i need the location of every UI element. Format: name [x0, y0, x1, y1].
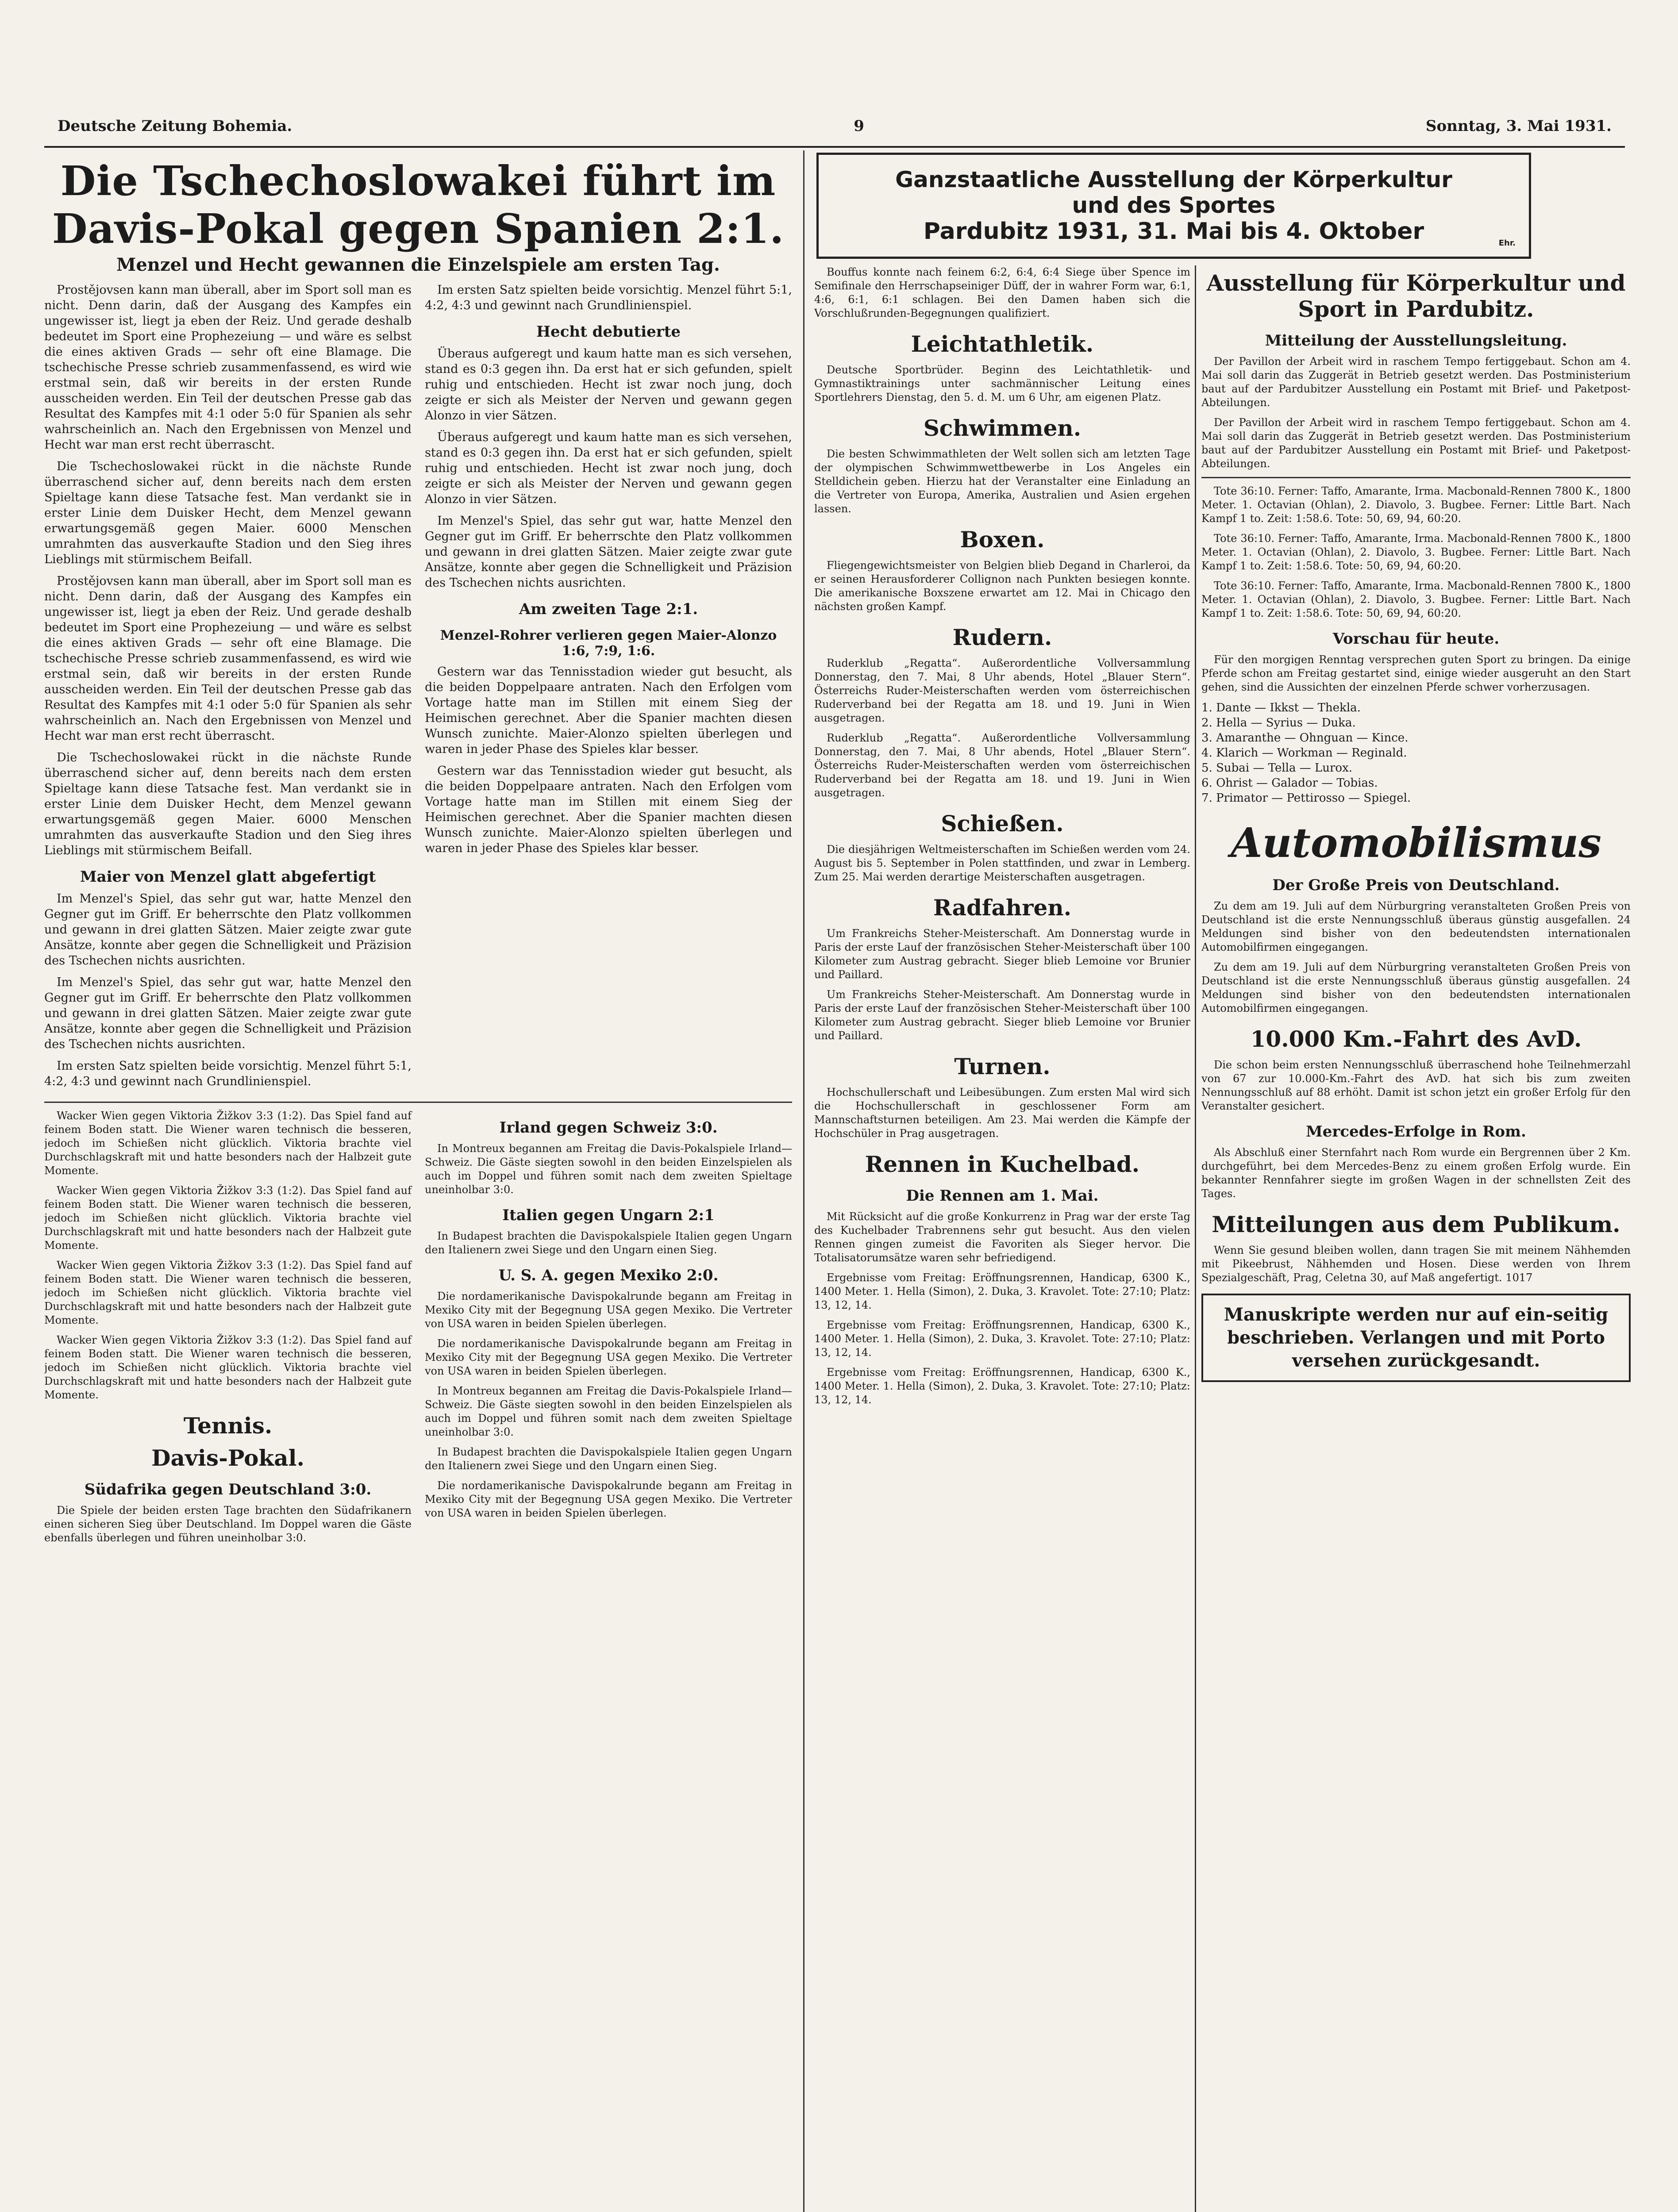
article-paragraph: Hochschullerschaft und Leibesübungen. Zum ersten Mal wird sich die Hochschullerschaft in geschlossener Form am Mannschaftsturnen beteiligen. Am 23. Mai werden die Kämpfe der Hochschüler in Prag ausgetragen. [814, 1086, 1190, 1140]
section-heading: Vorschau für heute. [1332, 630, 1500, 648]
article-paragraph: Tote 36:10. Ferner: Taffo, Amarante, Irma. Macbonald-Rennen 7800 K., 1800 Meter. 1. Octavian (Ohlan), 2. Diavolo, 3. Bugbee. Ferner: Little Bart. Nach Kampf 1 to. Zeit: 1:58.6. Tote: 50, 69, 94, 60:20. [1201, 580, 1631, 619]
article-paragraph: In Budapest brachten die Davispokalspiele Italien gegen Ungarn den Italienern zwei Siege und den Ungarn einen Sieg. [425, 1446, 792, 1472]
section-heading: Irland gegen Schweiz 3:0. [499, 1119, 718, 1137]
article-paragraph: Prostějovsen kann man überall, aber im Sport soll man es nicht. Denn darin, daß der Ausgang des Kampfes ein ungewisser ist, liegt ja eben der Reiz. Und gerade deshalb bedeutet im Sport eine Prophezeiung — und wäre es selbst die eines aktiven Grads — sehr oft eine Blamage. Die tschechische Presse schrieb zusammenfassend, es wird wie erstmal sein, daß wir bereits in der ersten Runde ausscheiden werden. Ein Teil der deutschen Presse gab das Resultat des Kampfes mit 4:1 oder 5:0 für Spanien als sehr wahrscheinlich an. Nach den Ergebnissen von Menzel und Hecht war man erst recht überrascht. [44, 283, 412, 452]
section-heading: Rennen in Kuchelbad. [865, 1151, 1140, 1177]
main-subhead: Menzel und Hecht gewannen die Einzelspiele am ersten Tag. [116, 254, 720, 275]
section-divider [44, 1102, 792, 1103]
article-paragraph: Prostějovsen kann man überall, aber im Sport soll man es nicht. Denn darin, daß der Ausgang des Kampfes ein ungewisser ist, liegt ja eben der Reiz. Und gerade deshalb bedeutet im Sport eine Prophezeiung — und wäre es selbst die eines aktiven Grads — sehr oft eine Blamage. Die tschechische Presse schrieb zusammenfassend, es wird wie erstmal sein, daß wir bereits in der ersten Runde ausscheiden werden. Ein Teil der deutschen Presse gab das Resultat des Kampfes mit 4:1 oder 5:0 für Spanien als sehr wahrscheinlich an. Nach den Ergebnissen von Menzel und Hecht war man erst recht überrascht. [44, 574, 412, 743]
article-paragraph: Die schon beim ersten Nennungsschluß überraschend hohe Teilnehmerzahl von 67 zur 10.000-Km.-Fahrt des AvD. hat sich bis zum zweiten Nennungsschluß auf 88 erhöht. Damit ist schon jetzt ein großer Erfolg für den Veranstalter gesichert. [1201, 1059, 1631, 1112]
header-publication: Deutsche Zeitung Bohemia. [58, 117, 292, 135]
article-paragraph: Ergebnisse vom Freitag: Eröffnungsrennen, Handicap, 6300 K., 1400 Meter. 1. Hella (Simon), 2. Duka, 3. Kravolet. Tote: 27:10; Platz: 13, 12, 14. [814, 1366, 1190, 1406]
section-heading: Schwimmen. [923, 415, 1081, 441]
article-paragraph: Die nordamerikanische Davispokalrunde begann am Freitag in Mexiko City mit der Begegnung USA gegen Mexiko. Die Vertreter von USA waren in beiden Spielen überlegen. [425, 1290, 792, 1330]
article-paragraph: In Budapest brachten die Davispokalspiele Italien gegen Ungarn den Italienern zwei Siege und den Ungarn einen Sieg. [425, 1230, 792, 1256]
header-date: Sonntag, 3. Mai 1931. [1425, 117, 1612, 135]
column-3 [1201, 265, 1631, 2212]
section-heading: Maier von Menzel glatt abgefertigt [80, 868, 376, 886]
section-heading: Turnen. [954, 1053, 1051, 1079]
article-paragraph: Gestern war das Tennisstadion wieder gut besucht, als die beiden Doppelpaare antraten. Nach den Erfolgen vom Vortage hatte man im Stillen mit einem Sieg der Heimischen gerechnet. Aber die Spanier machten diesen Wunsch zunichte. Maier-Alonzo spielten überlegen und waren in jeder Phase des Spieles klar besser. [425, 665, 792, 756]
tennis-article [44, 282, 792, 1095]
ad-line: Ganzstaatliche Ausstellung der Körperkultur [895, 167, 1452, 192]
article-paragraph: Zu dem am 19. Juli auf dem Nürburgring veranstalteten Großen Preis von Deutschland ist die erste Nennungsschluß überaus günstig ausgefallen. 24 Meldungen sind bisher von den bedeutendsten internationalen Automobilfirmen eingegangen. [1201, 961, 1631, 1014]
article-paragraph: Für den morgigen Renntag versprechen guten Sport zu bringen. Da einige Pferde schon am Freitag gestartet sind, einige wieder ausgeruht an den Start gehen, sind die Aussichten der einzelnen Pferde schwer vorherzusagen. [1201, 653, 1631, 693]
article-paragraph: Mit Rücksicht auf die große Konkurrenz in Prag war der erste Tag des Kuchelbader Trabrennens sehr gut besucht. Aus den vielen Rennen gingen zumeist die Favoriten als Sieger hervor. Die Totalisatorumsätze waren sehr befriedigend. [814, 1210, 1190, 1264]
section-heading: Schießen. [941, 810, 1064, 837]
ad-stamp: Ehr. [1498, 238, 1516, 248]
section-subheading: Der Große Preis von Deutschland. [1272, 876, 1560, 894]
article-paragraph: Im ersten Satz spielten beide vorsichtig. Menzel führt 5:1, 4:2, 4:3 und gewinnt nach Grundlinienspiel. [425, 283, 792, 312]
section-heading: Automobilismus [1231, 819, 1601, 867]
article-paragraph: Deutsche Sportbrüder. Beginn des Leichtathletik- und Gymnastiktrainings unter sachmännischer Leitung eines Sportlehrers Dienstag, den 5. d. M. um 6 Uhr, am eigenen Platz. [814, 364, 1190, 403]
article-paragraph: Im Menzel's Spiel, das sehr gut war, hatte Menzel den Gegner gut im Griff. Er beherrschte den Platz vollkommen und gewann in drei glatten Sätzen. Maier zeigte zwar gute Ansätze, konnte aber gegen die Schnelligkeit und Präzision des Tschechen nichts ausrichten. [44, 892, 412, 968]
list-item: 2. Hella — Syrius — Duka. [1201, 716, 1356, 730]
section-heading: Radfahren. [933, 895, 1072, 921]
section-heading: Mitteilungen aus dem Publikum. [1212, 1211, 1620, 1237]
article-paragraph: Ruderklub „Regatta“. Außerordentliche Vollversammlung Donnerstag, den 7. Mai, 8 Uhr abends, Hotel „Blauer Stern“. Österreichs Ruder-Meisterschaften werden vom österreichischen Ruderverband bei der Regatta am 18. und 19. Juni in Wien ausgetragen. [814, 657, 1190, 724]
article-paragraph: Überaus aufgeregt und kaum hatte man es sich versehen, stand es 0:3 gegen ihn. Da erst hat er sich gefunden, spielt ruhig und entschieden. Hecht ist zwar noch jung, doch zeigte er sich als Meister der Nerven und gewann gegen Alonzo in vier Sätzen. [425, 430, 792, 506]
article-paragraph: Die nordamerikanische Davispokalrunde begann am Freitag in Mexiko City mit der Begegnung USA gegen Mexiko. Die Vertreter von USA waren in beiden Spielen überlegen. [425, 1337, 792, 1377]
column-2 [814, 265, 1190, 2212]
section-subheading: Südafrika gegen Deutschland 3:0. [84, 1481, 372, 1498]
article-paragraph: In Montreux begannen am Freitag die Davis-Pokalspiele Irland—Schweiz. Die Gäste siegten sowohl in den beiden Einzelspielen als auch im Doppel und führen somit nach dem zweiten Spieltage uneinholbar 3:0. [425, 1142, 792, 1196]
article-paragraph: Ergebnisse vom Freitag: Eröffnungsrennen, Handicap, 6300 K., 1400 Meter. 1. Hella (Simon), 2. Duka, 3. Kravolet. Tote: 27:10; Platz: 13, 12, 14. [814, 1319, 1190, 1359]
main-headline: Die Tschechoslowakei führt im Davis-Pokal gegen Spanien 2:1. [52, 157, 785, 253]
list-item: 1. Dante — Ikkst — Thekla. [1201, 701, 1361, 714]
section-heading: Am zweiten Tage 2:1. [519, 600, 698, 618]
section-heading: Hecht debutierte [536, 323, 681, 341]
list-item: 6. Ohrist — Galador — Tobias. [1201, 776, 1378, 790]
section-divider [1201, 477, 1631, 478]
article-paragraph: Wacker Wien gegen Viktoria Žižkov 3:3 (1:2). Das Spiel fand auf feinem Boden statt. Die Wiener waren technisch die besseren, jedoch im Schießen nicht glücklich. Viktoria brachte viel Durchschlagskraft mit und hatte besonders nach der Halbzeit gute Momente. [44, 1259, 412, 1326]
section-heading: Italien gegen Ungarn 2:1 [502, 1206, 715, 1224]
list-item: 5. Subai — Tella — Lurox. [1201, 761, 1353, 775]
page-header [58, 111, 1612, 142]
article-paragraph: Ruderklub „Regatta“. Außerordentliche Vollversammlung Donnerstag, den 7. Mai, 8 Uhr abends, Hotel „Blauer Stern“. Österreichs Ruder-Meisterschaften werden vom österreichischen Ruderverband bei der Regatta am 18. und 19. Juni in Wien ausgetragen. [814, 732, 1190, 799]
list-item: 3. Amaranthe — Ohnguan — Kince. [1201, 731, 1409, 745]
article-paragraph: Als Abschluß einer Sternfahrt nach Rom wurde ein Bergrennen über 2 Km. durchgeführt, bei dem Mercedes-Benz zu einem großen Erfolg wurde. Ein bekannter Rennfahrer siegte im großen Wagen in der schnellsten Zeit des Tages. [1201, 1146, 1631, 1200]
article-paragraph: In Montreux begannen am Freitag die Davis-Pokalspiele Irland—Schweiz. Die Gäste siegten sowohl in den beiden Einzelspielen als auch im Doppel und führen somit nach dem zweiten Spieltage uneinholbar 3:0. [425, 1385, 792, 1438]
section-subheading: Die Rennen am 1. Mai. [906, 1187, 1099, 1205]
column-1 [44, 153, 792, 2212]
section-heading: Ausstellung für Körperkultur und Sport in Pardubitz. [1206, 270, 1626, 322]
article-paragraph: Im Menzel's Spiel, das sehr gut war, hatte Menzel den Gegner gut im Griff. Er beherrschte den Platz vollkommen und gewann in drei glatten Sätzen. Maier zeigte zwar gute Ansätze, konnte aber gegen die Schnelligkeit und Präzision des Tschechen nichts ausrichten. [425, 514, 792, 590]
manuscript-notice: Manuskripte werden nur auf ein-seitig beschrieben. Verlangen und mit Porto versehen zurückgesandt. [1201, 1294, 1631, 1382]
article-paragraph: Überaus aufgeregt und kaum hatte man es sich versehen, stand es 0:3 gegen ihn. Da erst hat er sich gefunden, spielt ruhig und entschieden. Hecht ist zwar noch jung, doch zeigte er sich als Meister der Nerven und gewann gegen Alonzo in vier Sätzen. [425, 347, 792, 422]
article-paragraph: Die Tschechoslowakei rückt in die nächste Runde überraschend sicher auf, denn bereits nach dem ersten Spieltage kann diese Tatsache fest. Man verdankt sie in erster Linie dem Duisker Hecht, dem Menzel gewann erwartungsgemäß gegen Maier. 6000 Menschen umrahmten das ausverkaufte Stadion und den Sieg ihres Lieblings mit stürmischem Beifall. [44, 460, 412, 566]
article-paragraph: Im ersten Satz spielten beide vorsichtig. Menzel führt 5:1, 4:2, 4:3 und gewinnt nach Grundlinienspiel. [44, 1059, 412, 1088]
article-paragraph: Die besten Schwimmathleten der Welt sollen sich am letzten Tage der olympischen Schwimmwettbewerbe in Los Angeles ein Stelldichein geben. Hierzu hat der Veranstalter eine Einladung an die Vertreter von Europa, Amerika, Australien und Asien ergehen lassen. [814, 448, 1190, 515]
section-heading: Davis-Pokal. [151, 1445, 304, 1471]
section-heading: U. S. A. gegen Mexiko 2:0. [498, 1267, 719, 1284]
race-tips-list [1201, 700, 1631, 806]
article-paragraph: Gestern war das Tennisstadion wieder gut besucht, als die beiden Doppelpaare antraten. Nach den Erfolgen vom Vortage hatte man im Stillen mit einem Sieg der Heimischen gerechnet. Aber die Spanier machten diesen Wunsch zunichte. Maier-Alonzo spielten überlegen und waren in jeder Phase des Spieles klar besser. [425, 764, 792, 855]
article-paragraph: Tote 36:10. Ferner: Taffo, Amarante, Irma. Macbonald-Rennen 7800 K., 1800 Meter. 1. Octavian (Ohlan), 2. Diavolo, 3. Bugbee. Ferner: Little Bart. Nach Kampf 1 to. Zeit: 1:58.6. Tote: 50, 69, 94, 60:20. [1201, 485, 1631, 525]
section-heading: Boxen. [960, 526, 1045, 553]
article-paragraph: Zu dem am 19. Juli auf dem Nürburgring veranstalteten Großen Preis von Deutschland ist die erste Nennungsschluß überaus günstig ausgefallen. 24 Meldungen sind bisher von den bedeutendsten internationalen Automobilfirmen eingegangen. [1201, 900, 1631, 953]
article-paragraph: Die diesjährigen Weltmeisterschaften im Schießen werden vom 24. August bis 5. September in Polen stattfinden, und zwar in Lemberg. Zum 25. Mai werden derartige Meisterschaften ausgetragen. [814, 843, 1190, 883]
article-paragraph: Ergebnisse vom Freitag: Eröffnungsrennen, Handicap, 6300 K., 1400 Meter. 1. Hella (Simon), 2. Duka, 3. Kravolet. Tote: 27:10; Platz: 13, 12, 14. [814, 1271, 1190, 1311]
list-item: 4. Klarich — Workman — Reginald. [1201, 746, 1407, 760]
exhibition-advertisement [816, 153, 1531, 259]
ad-line: Pardubitz 1931, 31. Mai bis 4. Oktober [923, 218, 1424, 245]
list-item: 7. Primator — Pettirosso — Spiegel. [1201, 791, 1411, 805]
article-paragraph: Fliegengewichtsmeister von Belgien blieb Degand in Charleroi, da er seinen Herausforderer Collignon nach Punkten besiegen konnte. Die amerikanische Boxszene erwartet am 12. Mai in Chicago den nächsten großen Kampf. [814, 559, 1190, 613]
section-heading: Tennis. [183, 1413, 273, 1439]
section-heading: Mercedes-Erfolge in Rom. [1306, 1123, 1526, 1141]
article-paragraph: Wenn Sie gesund bleiben wollen, dann tragen Sie mit meinem Nähhemden mit Pikeebrust, Nähhemden und Hosen. Diese werden von Ihrem Spezialgeschäft, Prag, Celetna 30, auf Maß angefertigt. 1017 [1201, 1244, 1631, 1284]
section-subheading: Mitteilung der Ausstellungsleitung. [1265, 332, 1567, 349]
article-paragraph: Bouffus konnte nach feinem 6:2, 6:4, 6:4 Siege über Spence im Semifinale den Herrschapseiniger Düff, der in wahrer Form war, 6:1, 4:6, 6:1, 6:1 schlagen. Bei den Damen haben sich die Vorschlußrunden-Begegnungen qualifiziert. [814, 266, 1190, 319]
section-subheading: Menzel-Rohrer verlieren gegen Maier-Alonzo 1:6, 7:9, 1:6. [440, 628, 777, 659]
article-paragraph: Der Pavillon der Arbeit wird in raschem Tempo fertiggebaut. Schon am 4. Mai soll darin das Zuggerät in Betrieb gesetzt werden. Das Postministerium baut auf der Pardubitzer Ausstellung ein Postamt mit Brief- und Paketpost-Abteilungen. [1201, 416, 1631, 470]
article-paragraph: Wacker Wien gegen Viktoria Žižkov 3:3 (1:2). Das Spiel fand auf feinem Boden statt. Die Wiener waren technisch die besseren, jedoch im Schießen nicht glücklich. Viktoria brachte viel Durchschlagskraft mit und hatte besonders nach der Halbzeit gute Momente. [44, 1110, 412, 1177]
article-paragraph: Die Spiele der beiden ersten Tage brachten den Südafrikanern einen sicheren Sieg über Deutschland. Im Doppel waren die Gäste ebenfalls überlegen und führen uneinholbar 3:0. [44, 1504, 412, 1544]
sports-news [44, 1109, 792, 1551]
column-rule [1195, 265, 1196, 2212]
section-heading: Leichtathletik. [911, 331, 1094, 357]
article-paragraph: Der Pavillon der Arbeit wird in raschem Tempo fertiggebaut. Schon am 4. Mai soll darin das Zuggerät in Betrieb gesetzt werden. Das Postministerium baut auf der Pardubitzer Ausstellung ein Postamt mit Brief- und Paketpost-Abteilungen. [1201, 355, 1631, 409]
header-rule [44, 146, 1625, 148]
ad-line: und des Sportes [1072, 192, 1276, 218]
article-paragraph: Um Frankreichs Steher-Meisterschaft. Am Donnerstag wurde in Paris der erste Lauf der französischen Steher-Meisterschaft über 100 Kilometer zum Austrag gebracht. Sieger blieb Lemoine vor Brunier und Paillard. [814, 988, 1190, 1042]
column-rule [803, 150, 804, 2212]
section-heading: Rudern. [952, 624, 1052, 650]
article-paragraph: Um Frankreichs Steher-Meisterschaft. Am Donnerstag wurde in Paris der erste Lauf der französischen Steher-Meisterschaft über 100 Kilometer zum Austrag gebracht. Sieger blieb Lemoine vor Brunier und Paillard. [814, 927, 1190, 981]
article-paragraph: Die nordamerikanische Davispokalrunde begann am Freitag in Mexiko City mit der Begegnung USA gegen Mexiko. Die Vertreter von USA waren in beiden Spielen überlegen. [425, 1479, 792, 1519]
article-paragraph: Wacker Wien gegen Viktoria Žižkov 3:3 (1:2). Das Spiel fand auf feinem Boden statt. Die Wiener waren technisch die besseren, jedoch im Schießen nicht glücklich. Viktoria brachte viel Durchschlagskraft mit und hatte besonders nach der Halbzeit gute Momente. [44, 1184, 412, 1252]
article-paragraph: Wacker Wien gegen Viktoria Žižkov 3:3 (1:2). Das Spiel fand auf feinem Boden statt. Die Wiener waren technisch die besseren, jedoch im Schießen nicht glücklich. Viktoria brachte viel Durchschlagskraft mit und hatte besonders nach der Halbzeit gute Momente. [44, 1334, 412, 1401]
article-paragraph: Die Tschechoslowakei rückt in die nächste Runde überraschend sicher auf, denn bereits nach dem ersten Spieltage kann diese Tatsache fest. Man verdankt sie in erster Linie dem Duisker Hecht, dem Menzel gewann erwartungsgemäß gegen Maier. 6000 Menschen umrahmten das ausverkaufte Stadion und den Sieg ihres Lieblings mit stürmischem Beifall. [44, 751, 412, 857]
article-paragraph: Im Menzel's Spiel, das sehr gut war, hatte Menzel den Gegner gut im Griff. Er beherrschte den Platz vollkommen und gewann in drei glatten Sätzen. Maier zeigte zwar gute Ansätze, konnte aber gegen die Schnelligkeit und Präzision des Tschechen nichts ausrichten. [44, 975, 412, 1051]
header-page-number: 9 [854, 117, 864, 135]
section-heading: 10.000 Km.-Fahrt des AvD. [1250, 1026, 1582, 1052]
article-paragraph: Tote 36:10. Ferner: Taffo, Amarante, Irma. Macbonald-Rennen 7800 K., 1800 Meter. 1. Octavian (Ohlan), 2. Diavolo, 3. Bugbee. Ferner: Little Bart. Nach Kampf 1 to. Zeit: 1:58.6. Tote: 50, 69, 94, 60:20. [1201, 532, 1631, 572]
